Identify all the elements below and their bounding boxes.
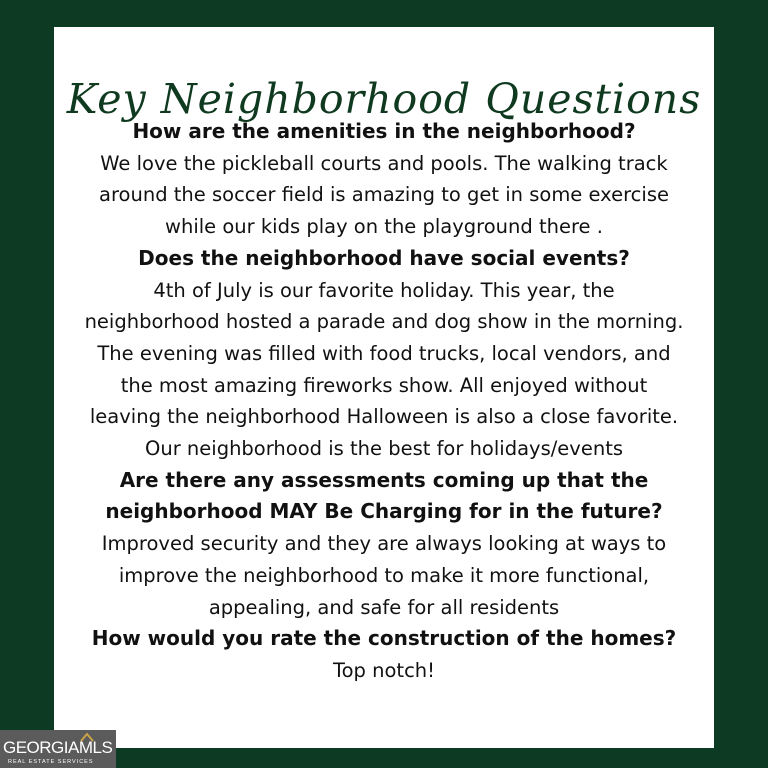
question-1: How are the amenities in the neighborhood?	[132, 119, 636, 143]
qa-list	[84, 116, 684, 687]
georgia-mls-watermark	[0, 730, 116, 768]
question-3: Are there any assessments coming up that the neighborhood MAY Be Charging for in the future?	[105, 467, 663, 524]
answer-3: Improved security and they are always looking at ways to improve the neighborhood to make it more functional, appealing, and safe for all residents	[101, 532, 667, 619]
content-card	[54, 27, 714, 748]
watermark-brand: GEORGIAMLS	[3, 738, 113, 757]
answer-1: We love the pickleball courts and pools. The walking track around the soccer field is amazing to get in some exercise while our kids play on the playground there .	[99, 151, 669, 239]
question-4: How would you rate the construction of the homes?	[91, 626, 677, 651]
question-2: Does the neighborhood have social events?	[138, 245, 630, 270]
answer-4: Top notch!	[333, 658, 435, 682]
answer-2: 4th of July is our favorite holiday. This year, the neighborhood hosted a parade and dog show in the morning. The evening was filled with food trucks, local vendors, and the most amazing fireworks show. All enjoyed without leaving the neighborhood Halloween is also a close favorite. Our neighborhood is the best for holidays/events	[84, 278, 684, 461]
watermark-tagline: REAL ESTATE SERVICES	[8, 759, 94, 765]
page-title: Key Neighborhood Questions	[66, 75, 702, 123]
